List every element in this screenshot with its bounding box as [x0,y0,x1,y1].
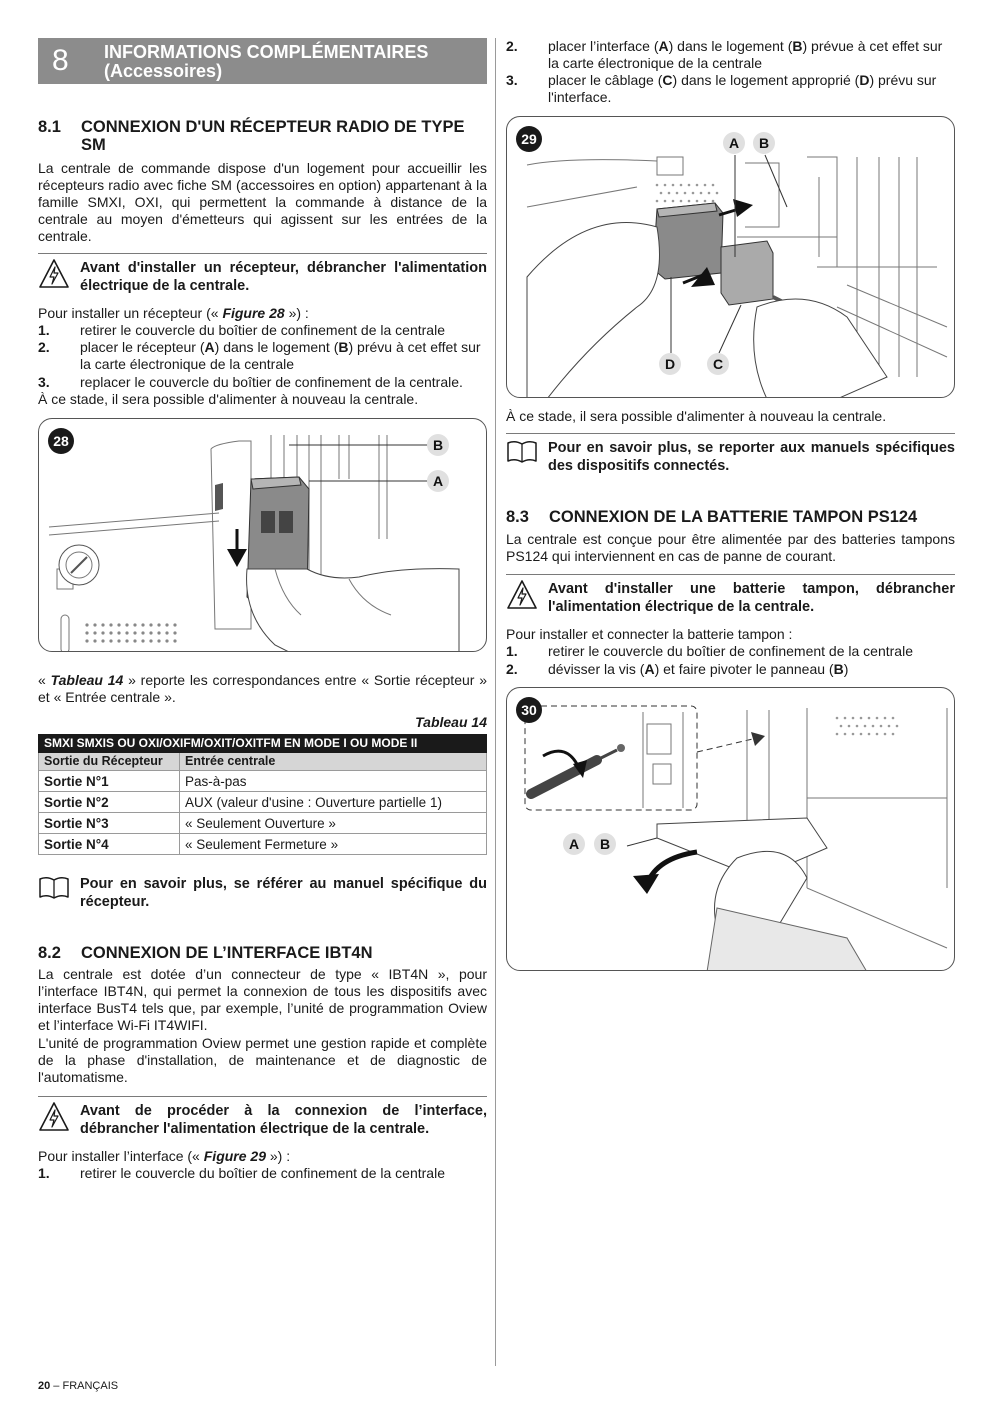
after-text-8-1: À ce stade, il sera possible d'alimenter à nouveau la centrale. [38,391,419,407]
warning-box-8-2 [38,1096,487,1138]
column-header: Sortie du Récepteur [39,753,180,771]
table-row: Sortie N°4 « Seulement Fermeture » [39,834,487,855]
label-b: B [427,434,449,456]
chapter-number: 8 [52,44,69,77]
label-a: A [723,132,745,154]
page-footer: 20 – FRANÇAIS [38,1380,119,1392]
warning-box-8-3 [506,574,955,618]
interface-illustration [507,117,955,398]
receptor-illustration [39,419,487,652]
section-8-2-heading: 8.2 CONNEXION DE L’INTERFACE IBT4N [38,944,373,962]
battery-illustration [507,688,955,971]
column-header: Entrée centrale [180,753,487,771]
label-b: B [753,132,775,154]
lightning-warning-icon [506,579,538,611]
figure-number-badge: 29 [516,126,542,152]
list-item: 1. retirer le couvercle du boîtier de confinement de la centrale [38,322,445,338]
label-d: D [659,353,681,375]
column-divider [495,38,496,1366]
table-caption: Tableau 14 [415,714,487,730]
section-8-1-intro: La centrale de commande dispose d'un logement pour accueillir les récepteurs radio avec fiche SM (accessoires en option) appartenant à la famille SMXI, OXI, qui permettent la commande à distance de la centrale au moyen d'émetteurs qui agissent sur les entrées de la centrale. [38,160,487,244]
figure-29 [506,116,955,398]
install-intro-8-1: Pour installer un récepteur (« Figure 28 ») : [38,305,309,321]
table-header: SMXI SMXIS OU OXI/OXIFM/OXIT/OXITFM EN MODE I OU MODE II [39,735,487,753]
table-row: Sortie N°3 « Seulement Ouverture » [39,813,487,834]
note-text: Pour en savoir plus, se reporter aux manuels spécifiques des dispositifs connectés. [548,440,955,474]
section-8-3-heading: 8.3 CONNEXION DE LA BATTERIE TAMPON PS124 [506,508,918,526]
table-reference-text: « Tableau 14 » reporte les correspondances entre « Sortie récepteur » et « Entrée centrale ». [38,672,487,705]
chapter-title: INFORMATIONS COMPLÉMENTAIRES (Accessoires) [104,42,429,81]
list-item: 3. replacer le couvercle du boîtier de confinement de la centrale. [38,374,463,390]
section-8-2-paragraph-2: L'unité de programmation Oview permet une gestion rapide et complète de la phase d'installation, de maintenance et de diagnostic de l'automatisme. [38,1035,487,1085]
open-book-icon [38,872,70,904]
warning-text: Avant d'installer une batterie tampon, débrancher l'alimentation électrique de la centrale. [548,581,955,615]
list-item: 1. retirer le couvercle du boîtier de confinement de la centrale [38,1165,445,1181]
table-14 [38,734,487,855]
open-book-icon [506,436,538,468]
label-c: C [707,353,729,375]
list-item: 2. placer l’interface (A) dans le logement (B) prévue à cet effet sur la carte électronique de la centrale [506,38,943,71]
figure-number-badge: 30 [516,697,542,723]
warning-text: Avant d'installer un récepteur, débrancher l'alimentation électrique de la centrale. [80,260,487,294]
install-intro-8-2: Pour installer l’interface (« Figure 29 ») : [38,1148,291,1164]
lightning-warning-icon [38,1101,70,1133]
figure-number-badge: 28 [48,428,74,454]
section-8-2-paragraph-1: La centrale est dotée d’un connecteur de type « IBT4N », pour l’interface IBT4N, qui permet la connexion de tous les dispositifs avec interface BusT4 tels que, par exemple, l’unité de programmation Oview et l’interface Wi-Fi IT4WIFI. [38,966,487,1033]
figure-30 [506,687,955,971]
label-a: A [563,833,585,855]
label-b: B [594,833,616,855]
install-intro-8-3: Pour installer et connecter la batterie tampon : [506,626,793,642]
section-8-1-heading: 8.1 CONNEXION D'UN RÉCEPTEUR RADIO DE TYPE SM [38,118,465,154]
note-box-8-2 [506,433,955,475]
footer-language: FRANÇAIS [62,1380,119,1392]
label-a: A [427,470,449,492]
warning-text: Avant de procéder à la connexion de l’interface, débrancher l'alimentation électrique de la centrale. [80,1103,487,1137]
lightning-warning-icon [38,258,70,290]
figure-ref: Figure 29 [203,1148,266,1164]
list-item: 1. retirer le couvercle du boîtier de confinement de la centrale [506,643,913,659]
list-item: 3. placer le câblage (C) dans le logement approprié (D) prévu sur l'interface. [506,72,937,105]
table-row: Sortie N°1 Pas-à-pas [39,771,487,792]
after-text-8-2: À ce stade, il sera possible d'alimenter à nouveau la centrale. [506,408,887,424]
note-text: Pour en savoir plus, se référer au manuel spécifique du récepteur. [80,876,487,910]
figure-28 [38,418,487,652]
warning-box-8-1 [38,253,487,295]
figure-ref: Figure 28 [222,305,285,321]
page-number: 20 [38,1380,51,1392]
list-item: 2. dévisser la vis (A) et faire pivoter le panneau (B) [506,661,849,677]
list-item: 2. placer le récepteur (A) dans le logement (B) prévu à cet effet sur la carte électronique de la centrale [38,339,481,372]
section-8-3-intro: La centrale est conçue pour être alimentée par des batteries tampons PS124 qui interviennent en cas de panne de courant. [506,531,955,564]
note-box-8-1 [38,870,487,912]
chapter-header [38,38,487,84]
table-row: Sortie N°2 AUX (valeur d'usine : Ouverture partielle 1) [39,792,487,813]
